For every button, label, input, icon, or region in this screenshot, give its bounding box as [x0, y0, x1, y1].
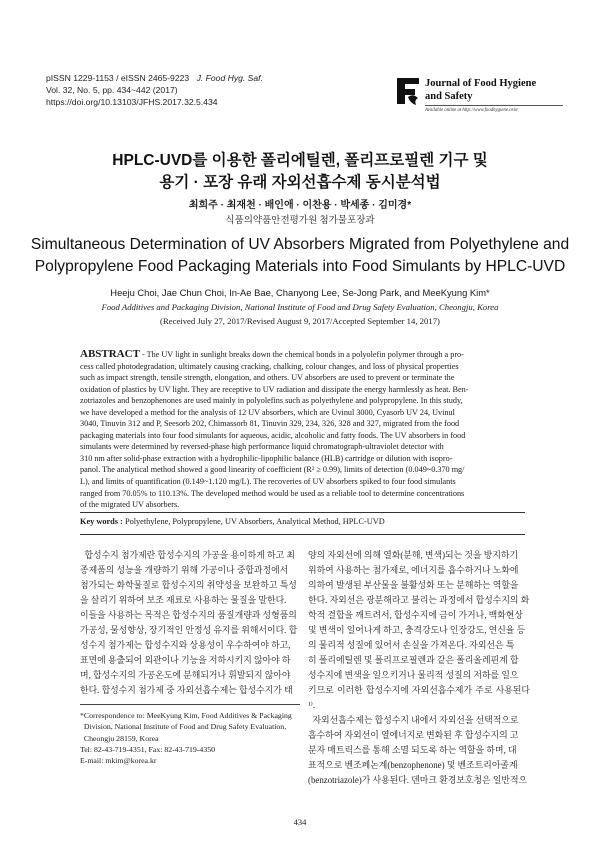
korean-title-line-1: HPLC-UVD를 이용한 폴리에틸렌, 폴리프로필렌 기구 및: [112, 152, 488, 169]
body-line: 자외선흡수제는 합성수지 내에서 자외선을 선택적으로: [308, 715, 519, 725]
body-line: 합성수지 첨가제란 합성수지의 가공을 용이하게 하고 최: [80, 550, 295, 560]
abstract-line: panol. The analytical method showed a good linearity of coefficient (R² ≥ 0.99), limits of detection (0.049~0.370 mg/: [80, 465, 465, 475]
body-line: 을 살리기 위하여 보조 재료로 사용하는 물질을 말한다.: [80, 595, 287, 605]
body-line: 며, 합성수지의 가공온도에 분해되거나 휘발되지 않아야: [80, 670, 291, 680]
body-line: 키므로 이러한 합성수지에 자외선흡수제가 주로 사용된다¹⁾.: [308, 685, 530, 710]
journal-abbrev: J. Food Hyg. Saf.: [196, 73, 263, 83]
abstract-line: zotriazoles and benzophenones are used mainly in polyolefins such as polyethylene and polypropylene. In this study,: [80, 396, 463, 406]
body-line: 종제품의 성능을 개량하기 위해 가공이나 중합과정에서: [80, 565, 289, 575]
received-dates: (Received July 27, 2017/Revised August 9, 2017/Accepted September 14, 2017): [160, 316, 440, 326]
english-title-line-2: Polypropylene Food Packaging Materials into Food Simulants by HPLC-UVD: [34, 258, 566, 275]
footnote-line: *Correspondence to: MeeKyung Kim, Food Additives & Packaging: [80, 711, 292, 720]
body-line: 및 변색이 일어나게 하고, 충격강도나 인장강도, 연신율 등: [308, 625, 526, 635]
keywords-label: Key words :: [80, 517, 123, 526]
footnote-line: Cheongju 28159, Korea: [80, 733, 159, 743]
logo-url[interactable]: Available online at http://www.foodhygiene.or.kr: [425, 108, 519, 113]
volume-line: Vol. 32, No. 5, pp. 434~442 (2017): [46, 85, 178, 95]
body-line: 흡수하여 자외선이 열에너지로 변화된 후 합성수지의 고: [308, 730, 519, 740]
body-line: 위하여 사용하는 첨가제로, 에너지를 흡수하거나 노화에: [308, 565, 519, 575]
body-column-right: [308, 548, 530, 788]
body-line: 학적 결합을 깨트려서, 합성수지에 금이 가거나, 백화현상: [308, 610, 523, 620]
body-line: 표면에 용출되어 외관이나 기능을 저하시키지 않아야 하: [80, 655, 291, 665]
english-authors: Heeju Choi, Jae Chun Choi, In-Ae Bae, Chanyong Lee, Se-Jong Park, and MeeKyung Kim*: [110, 287, 490, 298]
abstract-line: such as impact strength, tensile strength, elongation, and others. UV absorbers are used to prevent or terminate the: [80, 373, 455, 383]
keywords: [80, 517, 525, 526]
body-line: 한다. 합성수지 첨가제 중 자외선흡수제는 합성수지가 태: [80, 685, 293, 695]
journal-logo: [395, 72, 563, 120]
footnote-divider: [80, 704, 300, 705]
body-line: 분자 매트릭스를 통해 소멸 되도록 하는 역할을 하며, 대: [308, 745, 517, 755]
korean-title-line-2: 용기 · 포장 유래 자외선흡수제 동시분석법: [159, 174, 441, 191]
logo-title: Journal of Food Hygiene and Safety: [425, 78, 537, 102]
body-line: 이들을 사용하는 목적은 합성수지의 품질개량과 성형품의: [80, 610, 297, 620]
abstract-line: ranged from 70.05% to 110.13%. The developed method would be used as a reliable tool to determine concentrations: [80, 488, 465, 498]
abstract-line: cess called photodegradation, ultimately causing cracking, chalking, colour changes, and loss of physical properties: [80, 361, 459, 371]
abstract-line: L), and limits of quantification (0.149~1.120 mg/L). The recoveries of UV absorbers spiked to four food simulants: [80, 477, 456, 487]
body-line: 성수지 첨가제는 합성수지와 상용성이 우수하여야 하고,: [80, 640, 291, 650]
body-line: 가공성, 물성향상, 장기적인 안정성 유지를 위해서이다. 합: [80, 625, 298, 635]
english-affiliation: Food Additives and Packaging Division, National Institute of Food and Drug Safety Evaluation, Cheongju, Korea: [101, 302, 499, 312]
korean-affiliation: 식품의약품안전평가원 첨가물포장과: [225, 216, 375, 226]
english-title-line-1: Simultaneous Determination of UV Absorbers Migrated from Polyethylene and: [30, 236, 570, 253]
footnote-email[interactable]: E-mail: mkim@korea.kr: [80, 756, 157, 766]
footnote-line: Division, National Institute of Food and Drug Safety Evaluation,: [80, 722, 287, 732]
issn-line: pISSN 1229-1153 / eISSN 2465-9223 J. Food Hyg. Saf.: [46, 73, 263, 83]
body-column-left: [80, 548, 300, 698]
body-line: 첨가되는 화학물질로 합성수지의 취약성을 보완하고 특성: [80, 580, 297, 590]
page-number: 434: [293, 817, 307, 827]
abstract-line: we have developed a method for the analysis of 12 UV absorbers, which are Uvinul 3000, Cyasorb UV 24, Uvinul: [80, 407, 455, 417]
abstract: [80, 349, 525, 511]
abstract-line: oxidation of plastics by UV light. They are receptive to UV radiation and dissipate the energy harmlessly as heat. Ben-: [80, 384, 469, 394]
footnote-line: Tel: 82-43-719-4351, Fax: 82-43-719-4350: [80, 744, 216, 754]
body-line: 표적으로 벤조페논계(benzophenone) 및 벤조트리아졸계: [308, 760, 518, 770]
body-line: 의하여 발생된 부산물을 불활성화 또는 분해하는 역할을: [308, 580, 519, 590]
body-line: 한다. 자외선은 광분해라고 불리는 과정에서 합성수지의 화: [308, 595, 530, 605]
body-line: (benzotriazole)가 사용된다. 덴마크 환경보호청은 일반적으: [308, 775, 528, 785]
keywords-divider: [80, 534, 525, 535]
logo-divider: [425, 105, 563, 106]
abstract-line: simulants were determined by reversed-phase high performance liquid chromatograph-ultraviolet detector with: [80, 442, 444, 452]
abstract-line: 3040, Tinuvin 312 and P, Seesorb 202, Chimassorb 81, Tinuvin 329, 234, 326, 328 and 327, migrated from the food: [80, 419, 460, 429]
korean-authors: 최희주 · 최재천 · 배인애 · 이찬용 · 박세종 · 김미경*: [188, 200, 412, 211]
body-line: 성수지에 변색을 일으키거나 물리적 성질의 저하를 일으: [308, 670, 519, 680]
abstract-divider: [80, 512, 525, 513]
abstract-line: 310 nm after solid-phase extraction with a hydrophilic-lipophilic balance (HLB) cartridge or dilution with isopro-: [80, 453, 453, 463]
abstract-line: - The UV light in sunlight breaks down the chemical bonds in a polyolefin polymer through a pro-: [139, 350, 464, 359]
body-line: 의 물리적 성질에 있어서 손실을 가져온다. 자외선은 특: [308, 640, 515, 650]
correspondence-footnote: [80, 710, 300, 766]
body-line: 히 폴리에틸렌 및 폴리프로필렌과 같은 폴리올레핀계 합: [308, 655, 519, 665]
abstract-line: packaging materials into four food simulants for aqueous, acidic, alcoholic and fatty foods. The UV absorbers in food: [80, 430, 466, 440]
abstract-label: ABSTRACT: [80, 348, 140, 360]
journal-emblem-icon: [395, 76, 421, 106]
doi-link[interactable]: https://doi.org/10.13103/JFHS.2017.32.5.434: [46, 97, 218, 107]
abstract-line: of the migrated UV absorbers.: [80, 500, 180, 510]
keywords-text: Polyethylene, Polypropylene, UV Absorbers, Analytical Method, HPLC-UVD: [122, 517, 385, 526]
body-line: 양의 자외선에 의해 열화(분해, 변색)되는 것을 방지하기: [308, 550, 519, 560]
